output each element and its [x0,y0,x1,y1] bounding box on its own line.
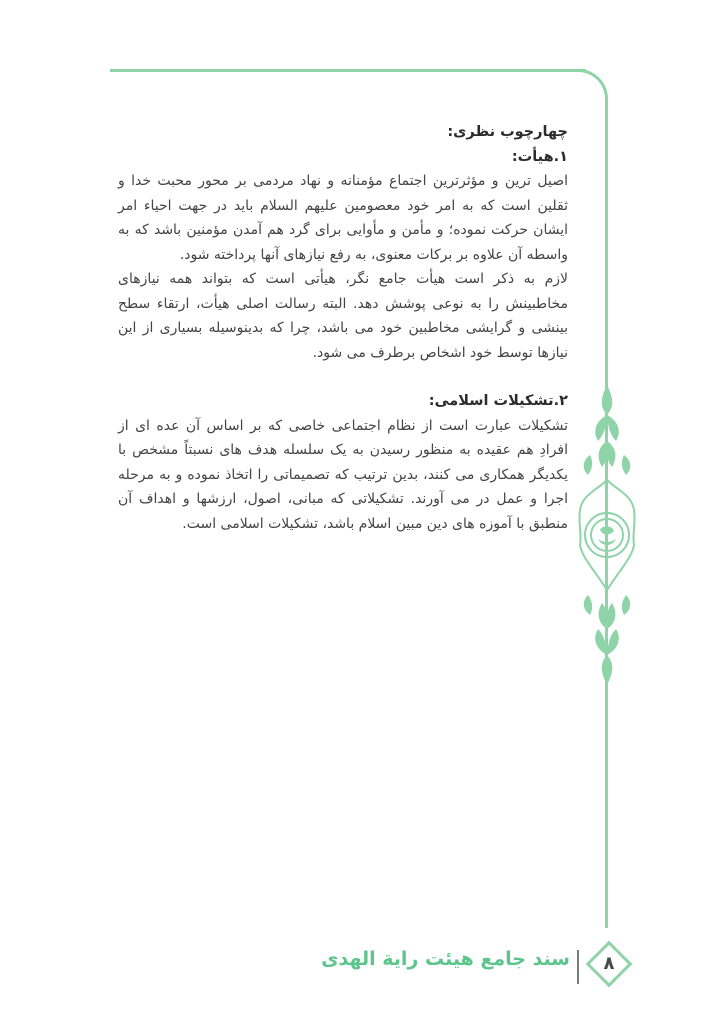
main-content [118,120,568,536]
section-title: چهارچوب نظری: [447,124,568,140]
floral-medallion-icon [572,385,642,685]
footer-book-title: سند جامع هیئت رایة الهدی [321,948,570,970]
footer-separator [577,950,579,984]
paragraph-tashkilat-definition: تشکیلات عبارت است از نظام اجتماعی خاصی که بر اساس آن عده ای از افرادِ هم عقیده به منظور رسیدن به یک سلسله هدف های نسبتاً مشخص با یکدیگر همکاری می کنند، بدین ترتیب که تصمیماتی را اتخاذ نموده و به مرحله اجرا و عمل در می آورند. تشکیلاتی که مبانی، اصول، ارزشها و اهداف آن منطبق با آموزه های دین مبین اسلام باشد، تشکیلات اسلامی است. [118,417,568,532]
subsection-title-heyat: ۱.هیأت: [511,148,568,165]
subsection-title-tashkilat: ۲.تشکیلات اسلامی: [428,393,568,409]
page-number: ۸ [603,953,615,974]
paragraph-heyat-definition: اصیل ترین و مؤثرترین اجتماع مؤمنانه و نهاد مردمی بر محور محبت خدا و ثقلین است که به امر خود معصومین علیهم السلام باید در جهت احیاء امر ایشان حرکت نموده؛ و مأمن و مأوایی برای گرد هم آمدن مؤمنین باشد که به واسطه آن علاوه بر برکات معنوی، به رفع نیازهای آنها پرداخته شود. [118,173,568,263]
frame-top-line [110,69,586,72]
paragraph-heyat-comprehensive: لازم به ذکر است هیأت جامع نگر، هیأتی است که بتواند همه نیازهای مخاطبینش را به نوعی پوشش دهد. البته رسالت اصلی هیأت، ارتقاء سطح بینشی و گرایشی مخاطبین خود می باشد، چرا که بدینوسیله بسیاری از این نیازها توسط خود اشخاص برطرف می شود. [118,271,568,361]
spacer [118,365,568,389]
frame-corner [572,69,608,105]
